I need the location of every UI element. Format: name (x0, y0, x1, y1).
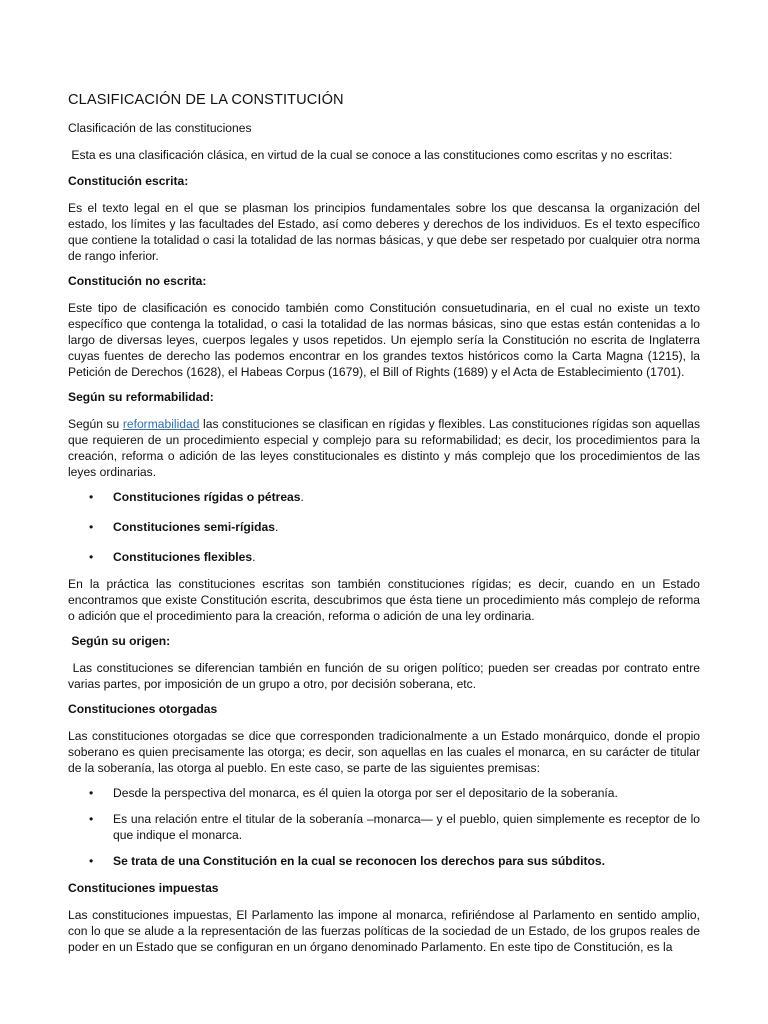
heading-no-escrita: Constitución no escrita: (68, 274, 207, 288)
document-subtitle: Clasificación de las constituciones (68, 121, 252, 135)
heading-escrita: Constitución escrita: (68, 174, 189, 188)
paragraph-otorgadas: Las constituciones otorgadas se dice que corresponden tradicionalmente a un Estado monárquico, donde el propio soberano es quien precisamente las otorga; es decir, son aquellas en las cuales el monarca, en su carácter de titular de la soberanía, las otorga al pueblo. En este caso, se parte de las siguientes premisas: (68, 729, 700, 775)
paragraph-text: las constituciones se clasifican en rígidas y flexibles. Las constituciones rígidas son aquellas que requieren de un procedimiento especial y complejo para su reformabilidad; es decir, los procedimientos para la creación, reforma o adición de las leyes constitucionales es distinto y más complejo que los procedimientos de las leyes ordinarias. (68, 417, 701, 479)
paragraph-escrita: Es el texto legal en el que se plasman los principios fundamentales sobre los que descansa la organización del estado, los límites y las facultades del Estado, así como deberes y derechos de los individuos. Es el texto específico que contiene la totalidad o casi la totalidad de las normas básicas, y que debe ser respetado por cualquier otra norma de rango inferior. (68, 201, 700, 263)
reformabilidad-link[interactable]: reformabilidad (122, 417, 200, 431)
list-item-rest: . (274, 520, 279, 534)
bullet-glyph: • (89, 812, 94, 826)
paragraph-no-escrita: Este tipo de clasificación es conocido también como Constitución consuetudinaria, en el cual no existe un texto específico que contenga la totalidad, o casi la totalidad de las normas básicas, sino que estas están contenidas a lo largo de diversas leyes, cuerpos legales y usos repetidos. Un ejemplo sería la Constitución no escrita de Inglaterra cuyas fuentes de derecho las podemos encontrar en los grandes textos históricos como la Carta Magna (1215), la Petición de Derechos (1628), el Habeas Corpus (1679), el Bill of Rights (1689) y el Acta de Establecimiento (1701). (68, 301, 700, 379)
list-item-rest: . (252, 550, 256, 564)
list-item (68, 489, 700, 505)
paragraph-reformabilidad (68, 416, 700, 480)
heading-reformabilidad: Según su reformabilidad: (68, 390, 214, 404)
bullet-glyph: • (89, 490, 94, 504)
document-page (68, 90, 704, 964)
list-item-text: Desde la perspectiva del monarca, es él quien la otorga por ser el depositario de la soberanía. (113, 786, 618, 800)
heading-origen: Según su origen: (68, 634, 171, 648)
paragraph-origen: Las constituciones se diferencian también en función de su origen político; pueden ser creadas por contrato entre varias partes, por imposición de un grupo a otro, por decisión soberana, etc. (68, 661, 704, 691)
paragraph-practica: En la práctica las constituciones escritas son también constituciones rígidas; es decir, cuando en un Estado encontramos que existe Constitución escrita, descubrimos que ésta tiene un procedimiento más complejo de reforma o adición que el procedimiento para la creación, reforma o adición de una ley ordinaria. (68, 577, 700, 623)
list-item-text: Es una relación entre el titular de la soberanía –monarca— y el pueblo, quien simplemente es receptor de lo que indique el monarca. (113, 812, 700, 842)
list-item (68, 853, 700, 869)
bullet-glyph: • (89, 520, 94, 534)
list-item-rest: . (300, 490, 304, 504)
bullet-glyph: • (89, 786, 94, 800)
heading-impuestas: Constituciones impuestas (68, 881, 219, 895)
bullet-glyph: • (89, 854, 94, 868)
paragraph-text: Según su (68, 417, 123, 431)
list-item (68, 549, 700, 565)
intro-paragraph: Esta es una clasificación clásica, en virtud de la cual se conoce a las constituciones como escritas y no escritas: (68, 148, 673, 162)
paragraph-impuestas: Las constituciones impuestas, El Parlamento las impone al monarca, refiriéndose al Parlamento en sentido amplio, con lo que se alude a la representación de las fuerzas políticas de la sociedad de un Estado, de los grupos reales de poder en un Estado que se configuran en un órgano denominado Parlamento. En este tipo de Constitución, es la (68, 908, 700, 954)
otorgadas-list (68, 785, 700, 869)
page-title: CLASIFICACIÓN DE LA CONSTITUCIÓN (68, 92, 344, 108)
list-item-text: Se trata de una Constitución en la cual se reconocen los derechos para sus súbditos. (113, 854, 605, 868)
list-item (68, 519, 700, 535)
list-item-bold: Constituciones semi-rígidas (113, 520, 275, 534)
list-item (68, 811, 700, 843)
heading-otorgadas: Constituciones otorgadas (68, 702, 218, 716)
list-item-bold: Constituciones rígidas o pétreas (113, 490, 301, 504)
reformabilidad-list (68, 489, 700, 565)
list-item (68, 785, 700, 801)
list-item-bold: Constituciones flexibles (113, 550, 253, 564)
bullet-glyph: • (89, 550, 94, 564)
